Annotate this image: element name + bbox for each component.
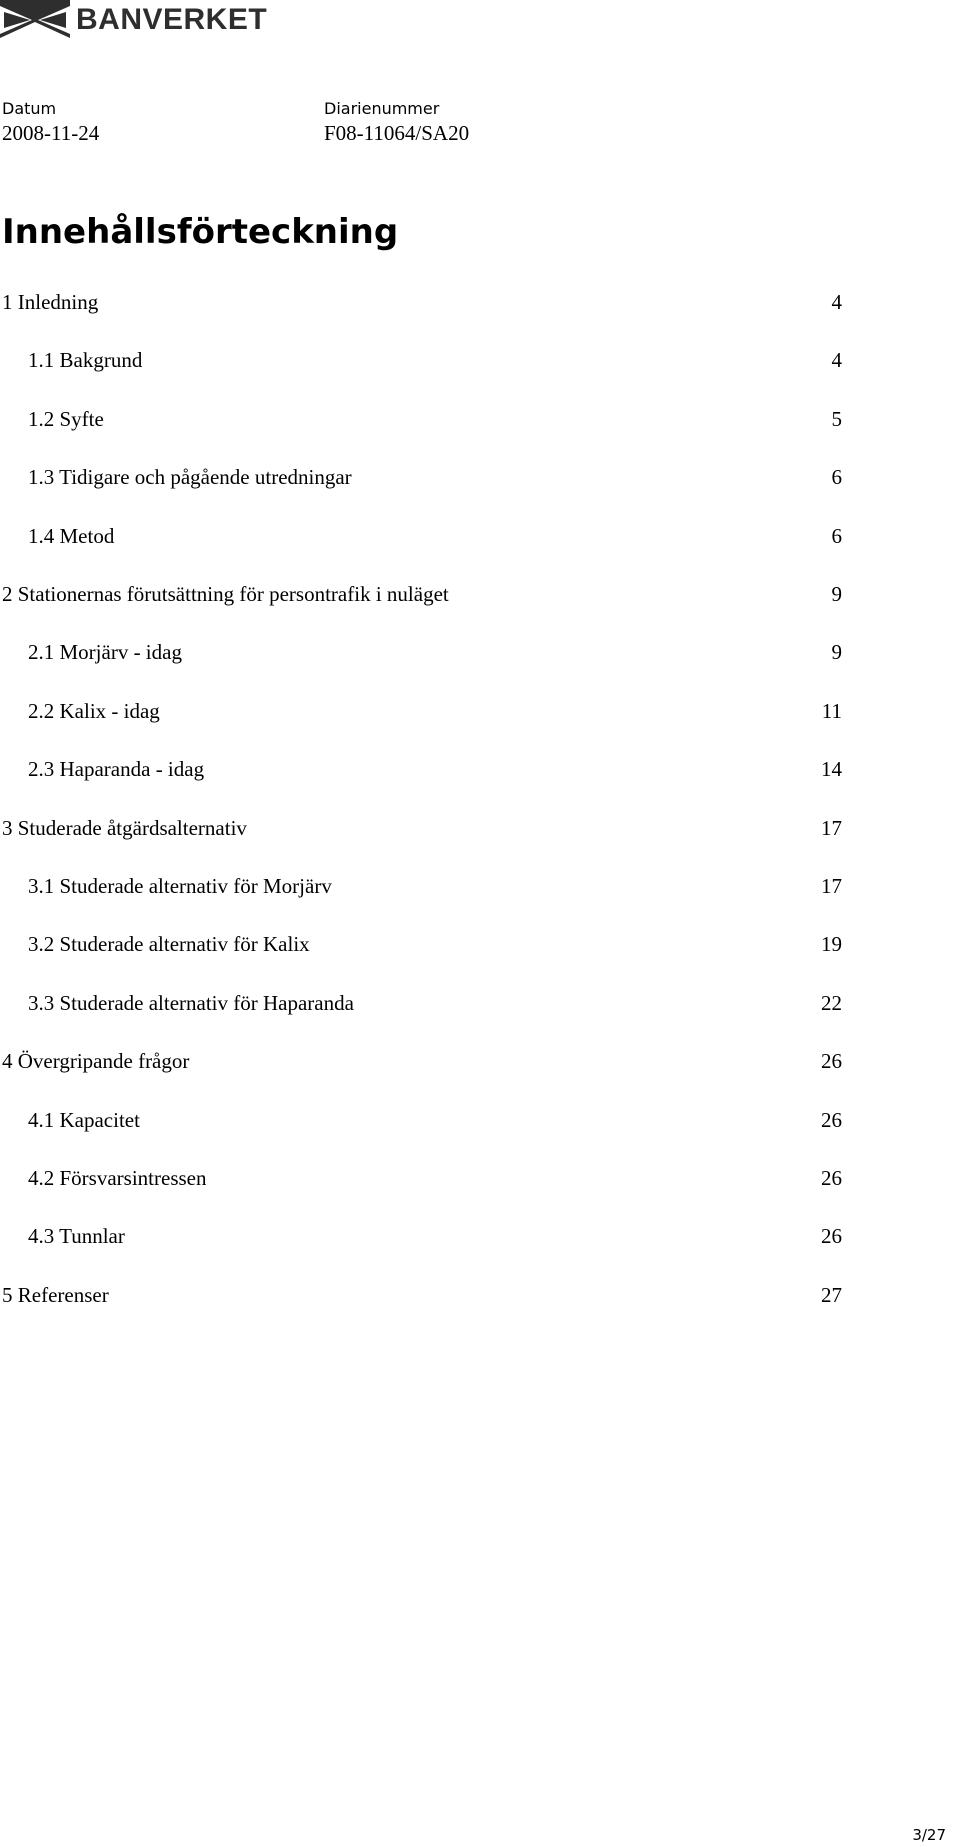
toc-entry[interactable] — [28, 755, 842, 783]
toc-entry-title: 1 Inledning — [2, 290, 99, 314]
toc-entry[interactable] — [28, 989, 842, 1017]
toc-entry-page: 26 — [821, 1107, 842, 1132]
toc-entry-title: 4.2 Försvarsintressen — [28, 1166, 207, 1190]
toc-entry-title: 4 Övergripande frågor — [2, 1049, 190, 1074]
toc-entry-page: 9 — [831, 582, 842, 606]
toc-entry-page: 11 — [821, 698, 842, 723]
toc-entry-title: 2.2 Kalix - idag — [28, 698, 160, 723]
toc-entry-title: 3.3 Studerade alternativ för Haparanda — [28, 990, 354, 1015]
toc-entry-title: 2 Stationernas förutsättning för persontrafik i nuläget — [2, 582, 449, 606]
toc-entry[interactable] — [28, 522, 842, 550]
registration-label: Diarienummer — [324, 99, 440, 118]
toc-entry-page: 6 — [831, 523, 842, 548]
toc-entry-page: 9 — [831, 640, 842, 665]
toc-entry-page: 4 — [831, 290, 842, 314]
toc-entry[interactable] — [2, 814, 842, 842]
toc-entry-page: 6 — [831, 465, 842, 490]
toc-entry-page: 17 — [821, 874, 842, 898]
toc-entry-page: 22 — [821, 990, 842, 1015]
toc-entry[interactable] — [28, 463, 842, 491]
toc-entry-title: 3 Studerade åtgärdsalternativ — [2, 815, 247, 840]
toc-entry-page: 5 — [831, 406, 842, 431]
toc-entry-title: 1.4 Metod — [28, 523, 115, 548]
toc-entry[interactable] — [28, 1222, 842, 1250]
date-label: Datum — [2, 99, 57, 118]
toc-entry[interactable] — [2, 1047, 842, 1075]
toc-entry[interactable] — [2, 1281, 842, 1309]
toc-entry-page: 27 — [821, 1282, 842, 1307]
toc-entry[interactable] — [28, 346, 842, 374]
toc-entry[interactable] — [2, 288, 842, 316]
toc-entry-title: 3.2 Studerade alternativ för Kalix — [28, 932, 310, 957]
toc-entry-title: 2.3 Haparanda - idag — [28, 757, 205, 782]
toc-entry[interactable] — [28, 697, 842, 725]
toc-entry-title: 1.1 Bakgrund — [28, 348, 143, 373]
toc-entry-title: 1.3 Tidigare och pågående utredningar — [28, 465, 352, 490]
toc-entry-title: 3.1 Studerade alternativ för Morjärv — [28, 874, 332, 898]
toc-entry[interactable] — [28, 1164, 842, 1192]
toc-entry-page: 17 — [821, 815, 842, 840]
page-number: 3/27 — [912, 1826, 946, 1844]
toc-entry-page: 4 — [831, 348, 842, 373]
toc-entry-title: 2.1 Morjärv - idag — [28, 640, 182, 665]
toc-entry-page: 26 — [821, 1049, 842, 1074]
toc-entry-title: 5 Referenser — [2, 1282, 109, 1307]
toc-title: Innehållsförteckning — [2, 212, 399, 252]
toc-entry[interactable] — [28, 638, 842, 666]
brand-name: BANVERKET — [76, 3, 268, 36]
toc-entry-title: 4.3 Tunnlar — [28, 1224, 125, 1249]
banverket-logo — [0, 0, 268, 44]
date-value: 2008-11-24 — [2, 121, 100, 145]
toc-entry-page: 26 — [821, 1224, 842, 1249]
registration-value: F08-11064/SA20 — [324, 121, 470, 145]
toc-entry-page: 14 — [821, 757, 842, 782]
toc-entry[interactable] — [28, 930, 842, 958]
toc-entry-title: 1.2 Syfte — [28, 406, 104, 431]
toc-entry[interactable] — [28, 1106, 842, 1134]
toc-entry-page: 19 — [821, 932, 842, 957]
toc-entry[interactable] — [2, 580, 842, 608]
toc-entry[interactable] — [28, 872, 842, 900]
banverket-logo-icon — [0, 0, 70, 42]
toc-entry-title: 4.1 Kapacitet — [28, 1107, 140, 1132]
toc-entry-page: 26 — [821, 1166, 842, 1190]
toc-entry[interactable] — [28, 405, 842, 433]
